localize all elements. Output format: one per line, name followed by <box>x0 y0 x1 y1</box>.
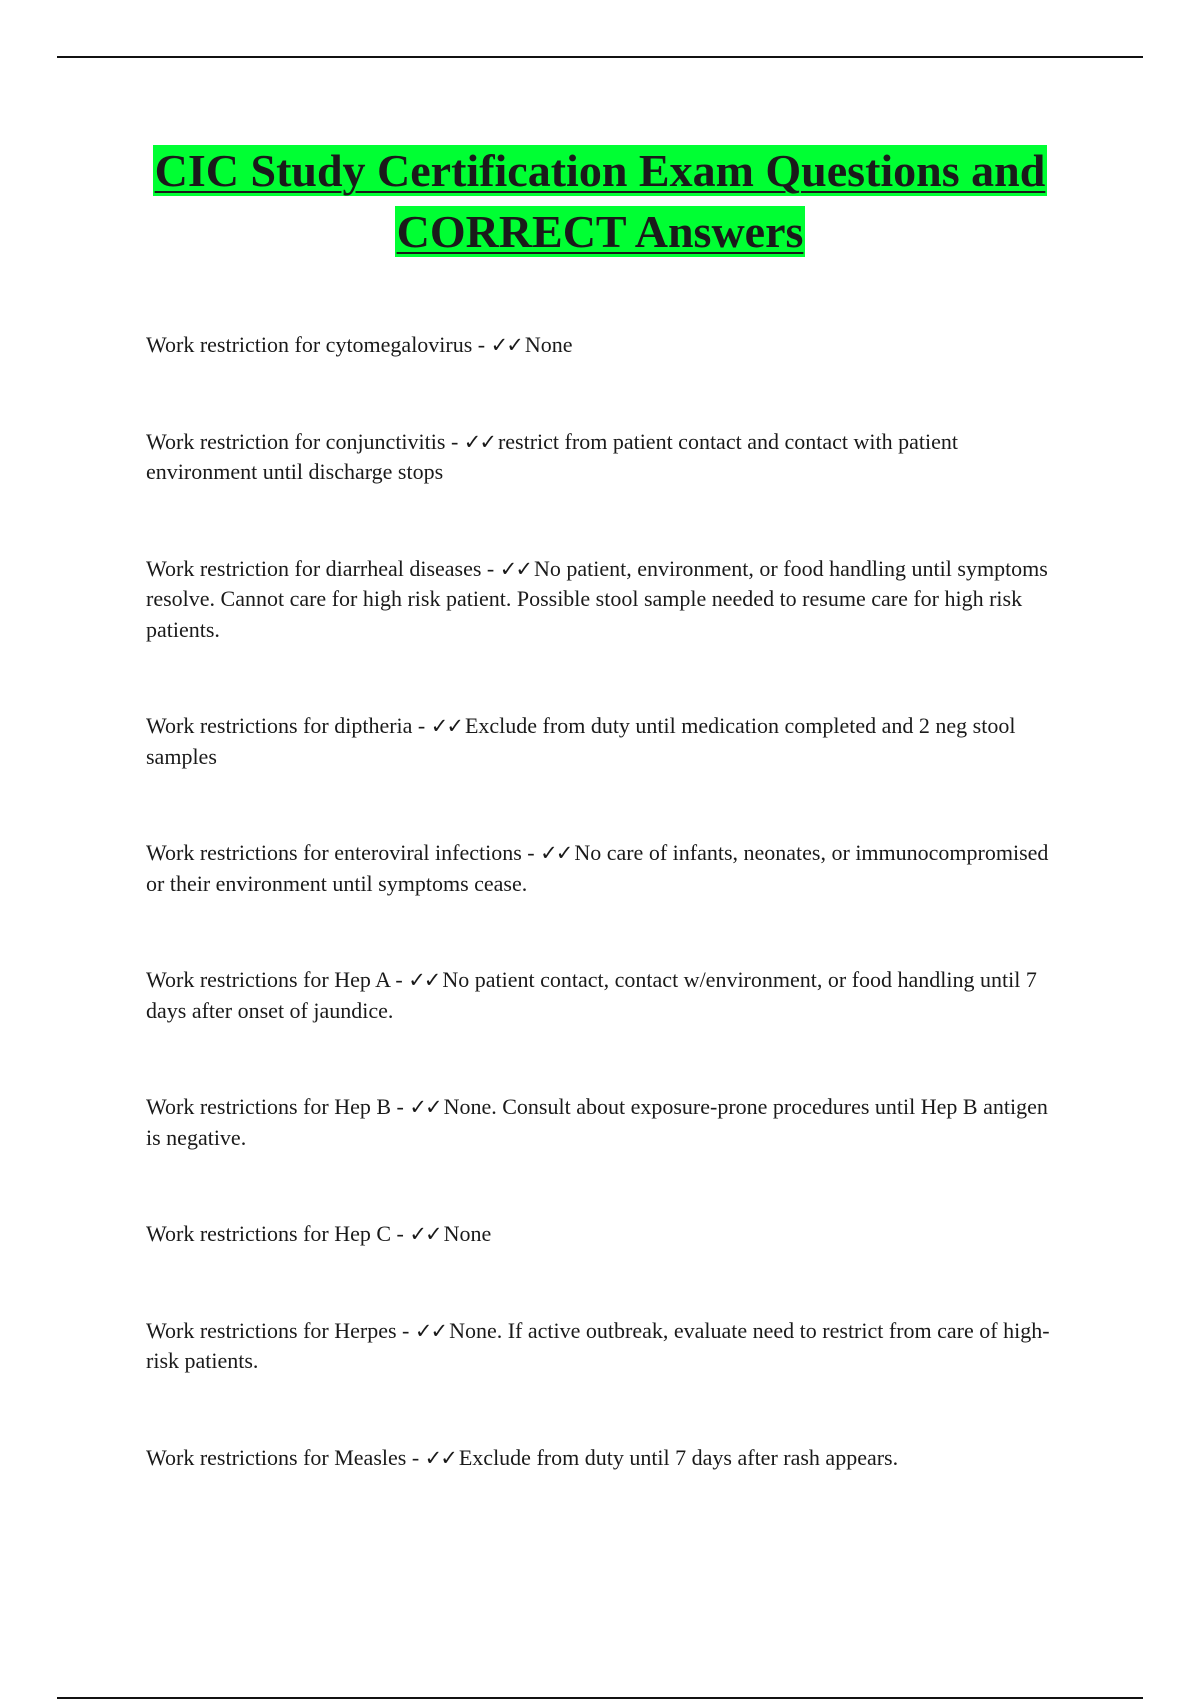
page-title <box>100 140 1100 262</box>
qa-item <box>146 965 1061 1026</box>
check-marks-icon: ✓✓ <box>409 1095 441 1119</box>
qa-list <box>146 330 1061 1539</box>
answer-text: None. Consult about exposure-prone procedures until Hep B antigen is negative. <box>146 1094 1048 1150</box>
qa-item <box>146 554 1061 646</box>
question-text: Work restrictions for Hep A - <box>146 967 409 992</box>
check-marks-icon: ✓✓ <box>408 968 440 992</box>
question-text: Work restrictions for diptheria - <box>146 713 431 738</box>
qa-item <box>146 1092 1061 1153</box>
check-marks-icon: ✓✓ <box>490 333 522 357</box>
answer-text: None <box>443 1221 492 1246</box>
check-marks-icon: ✓✓ <box>430 714 462 738</box>
answer-text: No patient, environment, or food handling until symptoms resolve. Cannot care for high risk patient. Possible stool sample needed to resume care for high risk patients. <box>146 555 1048 642</box>
answer-text: No care of infants, neonates, or immunocompromised or their environment until symptoms cease. <box>146 840 1049 896</box>
question-text: Work restrictions for enteroviral infections - <box>146 840 541 865</box>
answer-text: Exclude from duty until medication completed and 2 neg stool samples <box>146 713 1016 769</box>
answer-text: None <box>524 332 573 357</box>
top-rule <box>57 56 1143 58</box>
title-block <box>100 140 1100 262</box>
qa-item <box>146 427 1061 488</box>
title-highlight: CIC Study Certification Exam Questions and CORRECT Answers <box>154 145 1046 257</box>
qa-item <box>146 838 1061 899</box>
qa-item <box>146 1219 1061 1250</box>
check-marks-icon: ✓✓ <box>424 1445 456 1470</box>
question-text: Work restriction for diarrheal diseases - <box>146 555 500 581</box>
question-text: Work restrictions for Hep C - <box>146 1221 410 1246</box>
answer-text: Exclude from duty until 7 days after rash appears. <box>458 1444 899 1470</box>
check-marks-icon: ✓✓ <box>409 1222 441 1246</box>
qa-item <box>146 1443 1061 1474</box>
check-marks-icon: ✓✓ <box>499 556 531 581</box>
qa-item <box>146 1316 1061 1377</box>
answer-text: restrict from patient contact and contact with patient environment until discharge stops <box>146 428 958 484</box>
qa-item <box>146 711 1061 772</box>
question-text: Work restrictions for Measles - <box>146 1444 425 1470</box>
qa-item <box>146 330 1061 361</box>
check-marks-icon: ✓✓ <box>540 841 572 865</box>
check-marks-icon: ✓✓ <box>463 429 495 454</box>
question-text: Work restriction for cytomegalovirus - <box>146 332 491 357</box>
check-marks-icon: ✓✓ <box>414 1318 447 1343</box>
question-text: Work restrictions for Herpes - <box>146 1317 415 1343</box>
answer-text: No patient contact, contact w/environment, or food handling until 7 days after onset of jaundice. <box>146 967 1037 1023</box>
answer-text: None. If active outbreak, evaluate need to restrict from care of high-risk patients. <box>146 1317 1050 1373</box>
bottom-rule <box>57 1697 1143 1699</box>
question-text: Work restriction for conjunctivitis - <box>146 428 464 454</box>
question-text: Work restrictions for Hep B - <box>146 1094 410 1119</box>
